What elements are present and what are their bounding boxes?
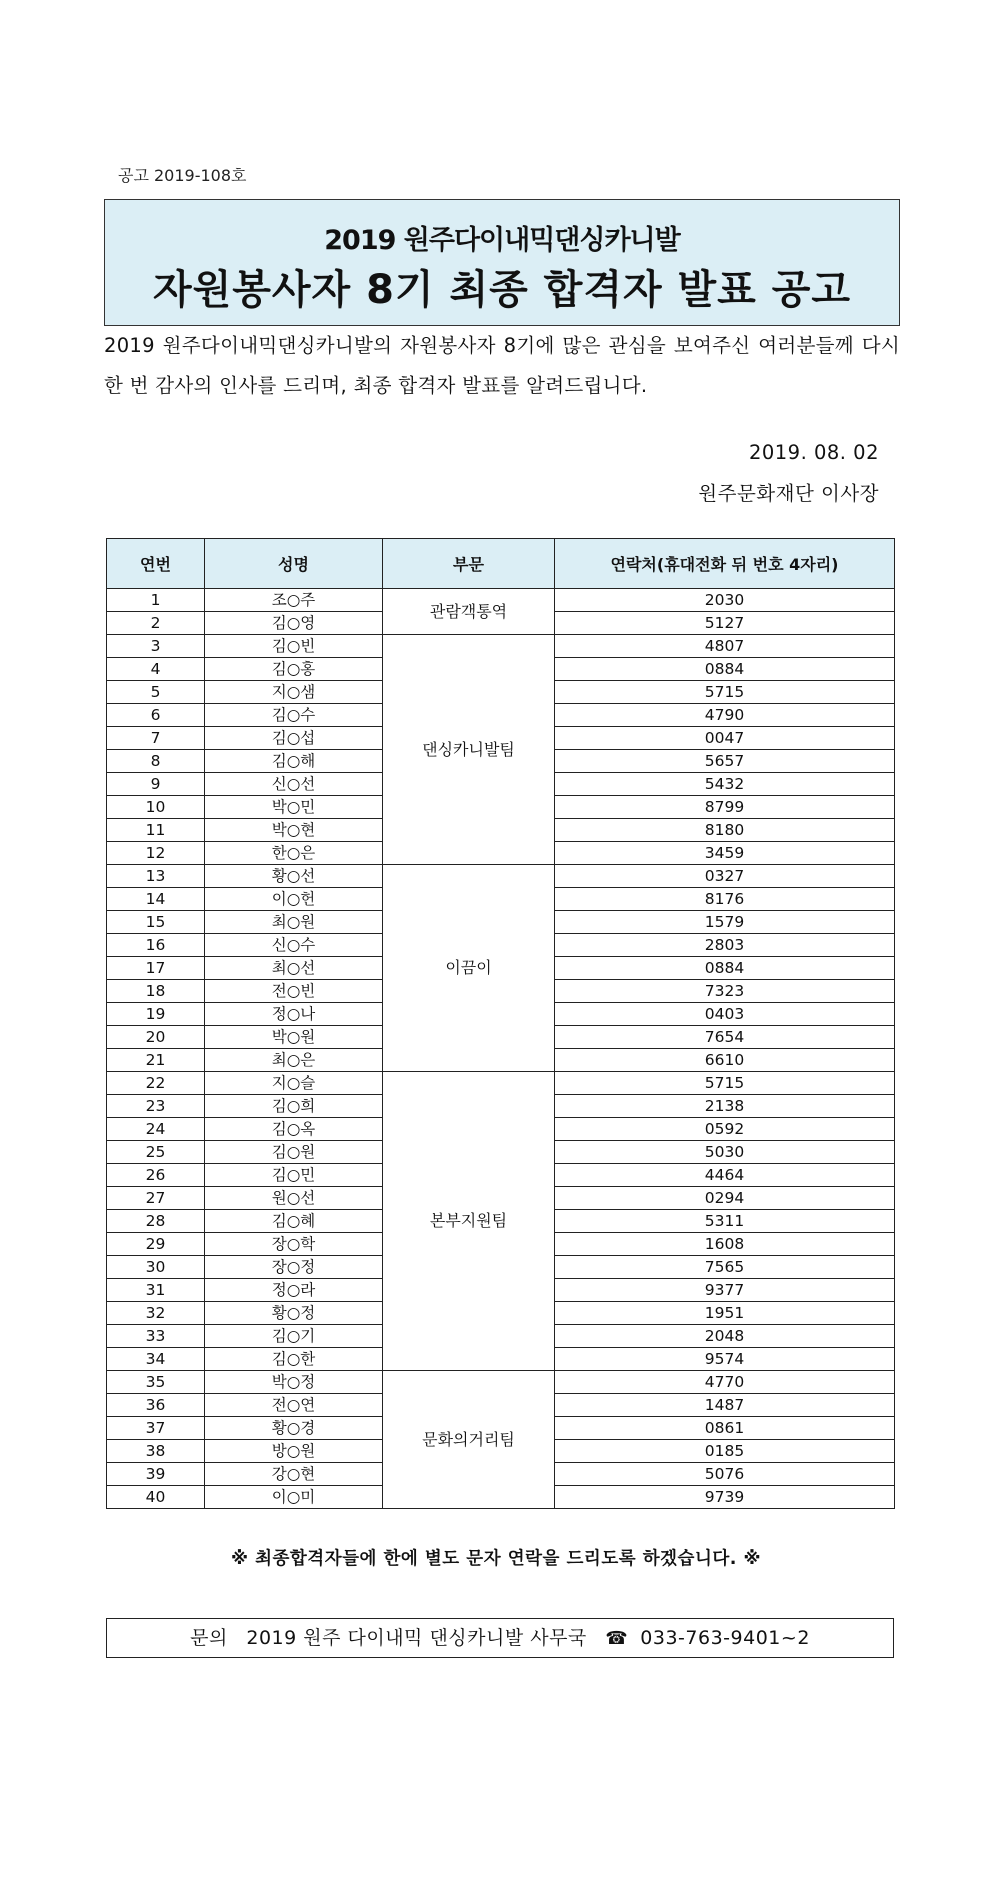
row-number: 15 xyxy=(107,911,205,934)
row-contact: 1951 xyxy=(555,1302,895,1325)
row-number: 40 xyxy=(107,1486,205,1509)
row-contact: 2048 xyxy=(555,1325,895,1348)
row-name: 김○홍 xyxy=(205,658,383,681)
row-contact: 2138 xyxy=(555,1095,895,1118)
row-name: 한○은 xyxy=(205,842,383,865)
header-department: 부문 xyxy=(383,539,555,589)
row-number: 8 xyxy=(107,750,205,773)
title-line-2: 자원봉사자 8기 최종 합격자 발표 공고 xyxy=(152,267,852,313)
title-line-1: 2019 원주다이내믹댄싱카니발 xyxy=(324,225,680,256)
row-number: 27 xyxy=(107,1187,205,1210)
row-number: 38 xyxy=(107,1440,205,1463)
row-number: 36 xyxy=(107,1394,205,1417)
table-row xyxy=(107,1371,895,1394)
table-row xyxy=(107,865,895,888)
row-number: 29 xyxy=(107,1233,205,1256)
row-contact: 5715 xyxy=(555,681,895,704)
row-contact: 1487 xyxy=(555,1394,895,1417)
row-name: 지○슬 xyxy=(205,1072,383,1095)
contact-office: 2019 원주 다이내믹 댄싱카니발 사무국 xyxy=(246,1627,587,1649)
row-name: 김○한 xyxy=(205,1348,383,1371)
row-number: 26 xyxy=(107,1164,205,1187)
row-name: 장○정 xyxy=(205,1256,383,1279)
department-cell: 관람객통역 xyxy=(383,589,555,635)
header-number: 연번 xyxy=(107,539,205,589)
row-contact: 6610 xyxy=(555,1049,895,1072)
row-number: 4 xyxy=(107,658,205,681)
row-contact: 5657 xyxy=(555,750,895,773)
row-contact: 0185 xyxy=(555,1440,895,1463)
row-name: 박○정 xyxy=(205,1371,383,1394)
table-row xyxy=(107,635,895,658)
row-name: 김○해 xyxy=(205,750,383,773)
issue-date: 2019. 08. 02 xyxy=(748,441,879,464)
row-number: 21 xyxy=(107,1049,205,1072)
row-name: 최○원 xyxy=(205,911,383,934)
row-name: 전○빈 xyxy=(205,980,383,1003)
row-name: 장○학 xyxy=(205,1233,383,1256)
row-name: 전○연 xyxy=(205,1394,383,1417)
department-cell: 댄싱카니발팀 xyxy=(383,635,555,865)
row-number: 19 xyxy=(107,1003,205,1026)
table-header-row xyxy=(107,539,895,589)
row-contact: 5076 xyxy=(555,1463,895,1486)
row-name: 원○선 xyxy=(205,1187,383,1210)
row-name: 이○헌 xyxy=(205,888,383,911)
roster-body xyxy=(107,589,895,1509)
row-contact: 5311 xyxy=(555,1210,895,1233)
row-number: 17 xyxy=(107,957,205,980)
row-contact: 2803 xyxy=(555,934,895,957)
department-cell: 문화의거리팀 xyxy=(383,1371,555,1509)
row-contact: 9377 xyxy=(555,1279,895,1302)
row-contact: 7654 xyxy=(555,1026,895,1049)
row-number: 11 xyxy=(107,819,205,842)
row-contact: 0884 xyxy=(555,658,895,681)
row-number: 25 xyxy=(107,1141,205,1164)
row-contact: 4464 xyxy=(555,1164,895,1187)
row-number: 20 xyxy=(107,1026,205,1049)
row-name: 김○기 xyxy=(205,1325,383,1348)
row-name: 조○주 xyxy=(205,589,383,612)
row-name: 정○나 xyxy=(205,1003,383,1026)
row-number: 31 xyxy=(107,1279,205,1302)
row-name: 신○선 xyxy=(205,773,383,796)
row-number: 22 xyxy=(107,1072,205,1095)
row-name: 황○선 xyxy=(205,865,383,888)
row-contact: 5715 xyxy=(555,1072,895,1095)
intro-paragraph: 2019 원주다이내믹댄싱카니발의 자원봉사자 8기에 많은 관심을 보여주신 여러분들께 다시 한 번 감사의 인사를 드리며, 최종 합격자 발표를 알려드립니다. xyxy=(104,334,900,397)
header-name: 성명 xyxy=(205,539,383,589)
row-number: 12 xyxy=(107,842,205,865)
row-number: 1 xyxy=(107,589,205,612)
row-name: 박○민 xyxy=(205,796,383,819)
row-number: 32 xyxy=(107,1302,205,1325)
row-number: 28 xyxy=(107,1210,205,1233)
telephone-icon: ☎ xyxy=(605,1628,629,1649)
closing-note: ※ 최종합격자들에 한에 별도 문자 연락을 드리도록 하겠습니다. ※ xyxy=(230,1549,762,1569)
row-contact: 7323 xyxy=(555,980,895,1003)
row-name: 김○혜 xyxy=(205,1210,383,1233)
row-contact: 0294 xyxy=(555,1187,895,1210)
row-name: 강○현 xyxy=(205,1463,383,1486)
row-number: 24 xyxy=(107,1118,205,1141)
contact-box xyxy=(106,1618,894,1658)
row-contact: 4770 xyxy=(555,1371,895,1394)
department-cell: 이끔이 xyxy=(383,865,555,1072)
row-contact: 0592 xyxy=(555,1118,895,1141)
issuer: 원주문화재단 이사장 xyxy=(698,482,879,505)
table-row xyxy=(107,589,895,612)
row-number: 16 xyxy=(107,934,205,957)
row-contact: 4807 xyxy=(555,635,895,658)
row-number: 35 xyxy=(107,1371,205,1394)
row-contact: 8799 xyxy=(555,796,895,819)
row-number: 14 xyxy=(107,888,205,911)
row-number: 34 xyxy=(107,1348,205,1371)
row-name: 김○섭 xyxy=(205,727,383,750)
row-name: 지○샘 xyxy=(205,681,383,704)
row-number: 7 xyxy=(107,727,205,750)
row-contact: 2030 xyxy=(555,589,895,612)
roster-table xyxy=(106,538,895,1509)
row-contact: 9739 xyxy=(555,1486,895,1509)
row-name: 박○원 xyxy=(205,1026,383,1049)
row-name: 김○영 xyxy=(205,612,383,635)
row-number: 9 xyxy=(107,773,205,796)
row-contact: 7565 xyxy=(555,1256,895,1279)
row-contact: 9574 xyxy=(555,1348,895,1371)
notice-number: 공고 2019-108호 xyxy=(118,166,247,185)
row-number: 6 xyxy=(107,704,205,727)
row-name: 박○현 xyxy=(205,819,383,842)
row-number: 10 xyxy=(107,796,205,819)
row-name: 이○미 xyxy=(205,1486,383,1509)
row-name: 김○옥 xyxy=(205,1118,383,1141)
row-number: 30 xyxy=(107,1256,205,1279)
row-number: 3 xyxy=(107,635,205,658)
row-name: 황○정 xyxy=(205,1302,383,1325)
row-contact: 1608 xyxy=(555,1233,895,1256)
row-contact: 4790 xyxy=(555,704,895,727)
row-name: 최○은 xyxy=(205,1049,383,1072)
row-contact: 1579 xyxy=(555,911,895,934)
row-name: 최○선 xyxy=(205,957,383,980)
row-name: 김○희 xyxy=(205,1095,383,1118)
row-contact: 0403 xyxy=(555,1003,895,1026)
row-name: 방○원 xyxy=(205,1440,383,1463)
row-name: 정○라 xyxy=(205,1279,383,1302)
row-contact: 8180 xyxy=(555,819,895,842)
row-number: 37 xyxy=(107,1417,205,1440)
contact-phone: 033-763-9401~2 xyxy=(640,1627,810,1649)
row-number: 39 xyxy=(107,1463,205,1486)
row-contact: 0884 xyxy=(555,957,895,980)
row-contact: 0327 xyxy=(555,865,895,888)
row-number: 33 xyxy=(107,1325,205,1348)
row-number: 2 xyxy=(107,612,205,635)
row-name: 신○수 xyxy=(205,934,383,957)
row-number: 5 xyxy=(107,681,205,704)
row-name: 김○원 xyxy=(205,1141,383,1164)
department-cell: 본부지원팀 xyxy=(383,1072,555,1371)
row-contact: 8176 xyxy=(555,888,895,911)
table-row xyxy=(107,1072,895,1095)
row-name: 김○수 xyxy=(205,704,383,727)
row-contact: 5432 xyxy=(555,773,895,796)
row-name: 김○민 xyxy=(205,1164,383,1187)
row-name: 김○빈 xyxy=(205,635,383,658)
row-contact: 0861 xyxy=(555,1417,895,1440)
row-contact: 0047 xyxy=(555,727,895,750)
row-number: 18 xyxy=(107,980,205,1003)
row-contact: 5127 xyxy=(555,612,895,635)
header-contact: 연락처(휴대전화 뒤 번호 4자리) xyxy=(555,539,895,589)
row-contact: 3459 xyxy=(555,842,895,865)
row-number: 23 xyxy=(107,1095,205,1118)
row-number: 13 xyxy=(107,865,205,888)
title-box xyxy=(104,199,900,326)
row-name: 황○경 xyxy=(205,1417,383,1440)
contact-label: 문의 xyxy=(190,1627,228,1649)
row-contact: 5030 xyxy=(555,1141,895,1164)
